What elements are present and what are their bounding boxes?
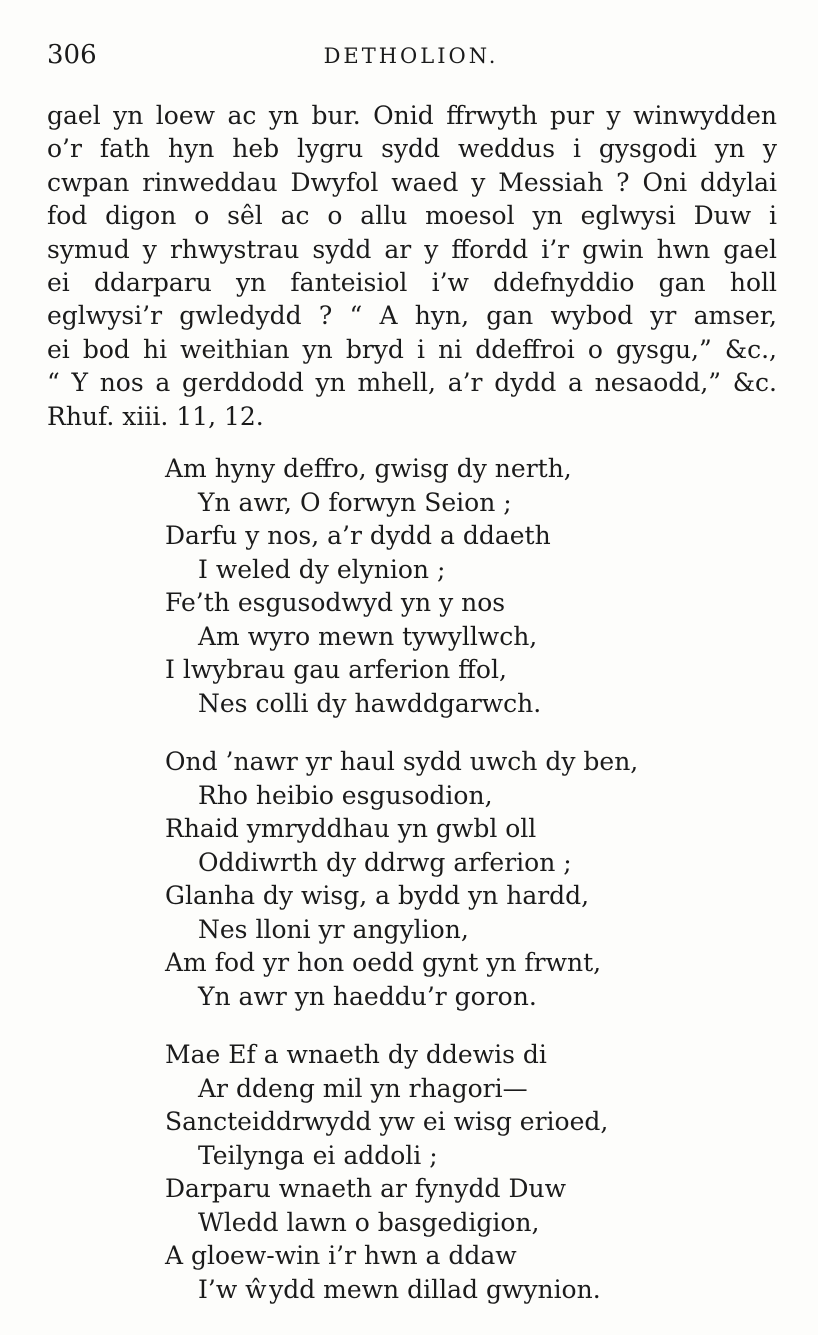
verse-line: A gloew-win i’r hwn a ddaw xyxy=(165,1241,517,1270)
running-title: DETHOLION. xyxy=(323,44,499,68)
verse-line: Darfu y nos, a’r dydd a ddaeth xyxy=(165,521,551,550)
prose-line: symud y rhwystrau sydd ar y ffordd i’r gwin hwn gael xyxy=(47,234,777,264)
prose-line: gael yn loew ac yn bur. Onid ffrwyth pur y winwydden xyxy=(47,101,777,130)
verse-line: Yn awr, O forwyn Seion ; xyxy=(198,487,512,517)
prose-line: cwpan rinweddau Dwyfol waed y Messiah ? Oni ddylai xyxy=(47,167,777,197)
verse-line: Darparu wnaeth ar fynydd Duw xyxy=(165,1174,567,1203)
stanza-3 xyxy=(165,1038,608,1306)
verse-line: Nes colli dy hawddgarwch. xyxy=(198,688,542,718)
prose-line: eglwysi’r gwledydd ? “ A hyn, gan wybod yr amser, xyxy=(47,301,777,331)
prose-line: ei ddarparu yn fanteisiol i’w ddefnyddio gan holl xyxy=(47,268,777,298)
verse-line: Glanha dy wisg, a bydd yn hardd, xyxy=(165,881,590,910)
prose-line: o’r fath hyn heb lygru sydd weddus i gysgodi yn y xyxy=(47,134,777,164)
verse-line: Ar ddeng mil yn rhagori— xyxy=(198,1073,528,1103)
verse-line: Ond ’nawr yr haul sydd uwch dy ben, xyxy=(165,747,639,776)
verse-line: Mae Ef a wnaeth dy ddewis di xyxy=(165,1040,547,1069)
verse-line: I lwybrau gau arferion ffol, xyxy=(165,655,507,684)
page-header xyxy=(47,40,775,76)
verse-line: I weled dy elynion ; xyxy=(198,554,446,584)
stanza-2 xyxy=(165,745,638,1013)
verse-line: Teilynga ei addoli ; xyxy=(198,1140,438,1170)
verse-line: Oddiwrth dy ddrwg arferion ; xyxy=(198,847,572,877)
verse-line: Am fod yr hon oedd gynt yn frwnt, xyxy=(165,948,602,977)
verse-line: Am wyro mewn tywyllwch, xyxy=(198,621,538,651)
prose-line-citation: Rhuf. xiii. 11, 12. xyxy=(47,401,264,431)
prose-paragraph xyxy=(47,99,777,433)
prose-line: fod digon o sêl ac o allu moesol yn eglwysi Duw i xyxy=(47,201,777,231)
verse-line: I’w ŵydd mewn dillad gwynion. xyxy=(198,1274,601,1304)
page-number: 306 xyxy=(47,40,97,70)
verse-line: Yn awr yn haeddu’r goron. xyxy=(198,981,537,1011)
prose-line: ei bod hi weithian yn bryd i ni ddeffroi o gysgu,” &c., xyxy=(47,334,777,364)
verse-line: Wledd lawn o basgedigion, xyxy=(198,1207,540,1237)
prose-line: “ Y nos a gerddodd yn mhell, a’r dydd a nesaodd,” &c. xyxy=(47,368,777,398)
verse-line: Rhaid ymryddhau yn gwbl oll xyxy=(165,814,537,843)
verse-line: Fe’th esgusodwyd yn y nos xyxy=(165,588,506,617)
verse-line: Nes lloni yr angylion, xyxy=(198,914,469,944)
verse-line: Am hyny deffro, gwisg dy nerth, xyxy=(165,454,572,483)
verse-line: Sancteiddrwydd yw ei wisg erioed, xyxy=(165,1107,609,1136)
stanza-1 xyxy=(165,452,572,720)
verse-line: Rho heibio esgusodion, xyxy=(198,780,493,810)
